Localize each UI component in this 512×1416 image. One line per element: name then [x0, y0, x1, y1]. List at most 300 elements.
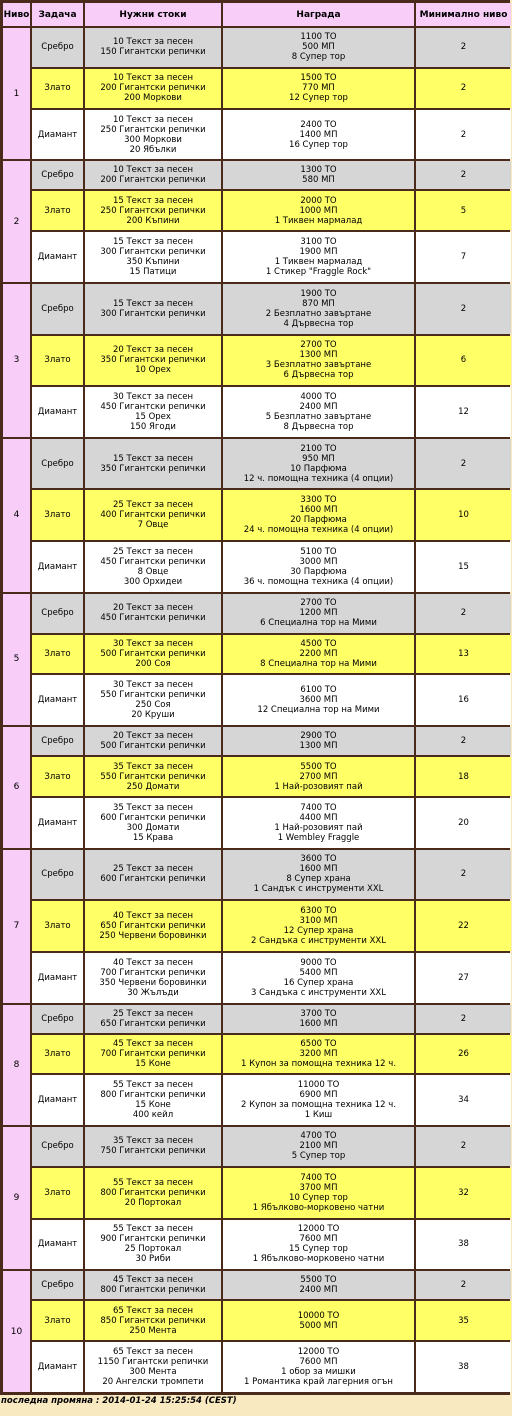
reward-cell-line: 10 Парфюма — [290, 463, 347, 474]
task-cell: Сребро — [32, 1127, 83, 1166]
reward-cell-line: 1300 ТО — [300, 165, 337, 176]
table-row — [3, 798, 511, 848]
min-level-cell: 2 — [416, 161, 511, 189]
table-row — [3, 901, 511, 951]
goods-cell — [85, 1271, 221, 1299]
table-row — [3, 675, 511, 725]
goods-cell-line: 200 Гигантски репички — [100, 175, 206, 186]
goods-cell-line: 400 кейл — [132, 1110, 174, 1121]
task-cell: Диамант — [32, 542, 83, 592]
table-row — [3, 594, 511, 633]
level-cell: 3 — [3, 284, 30, 437]
reward-cell — [223, 1127, 414, 1166]
last-modified-footer: последна промяна : 2014-01-24 15:25:54 (CEST) — [1, 1396, 237, 1406]
reward-cell-line: 3300 ТО — [300, 495, 337, 506]
level-cell: 1 — [3, 28, 30, 159]
table-row — [3, 635, 511, 674]
reward-cell-line: 1 Романтика край лагерния огън — [244, 1377, 393, 1388]
reward-cell-line: 1200 МП — [299, 608, 338, 619]
reward-cell-line: 2400 ТО — [300, 119, 337, 130]
goods-cell-line: 15 Текст за песен — [112, 237, 194, 248]
goods-cell-line: 65 Текст за песен — [112, 1347, 194, 1358]
reward-cell-line: 8 Супер храна — [286, 874, 351, 885]
min-level-cell: 2 — [416, 594, 511, 633]
reward-cell-line: 870 МП — [302, 298, 335, 309]
goods-cell-line: 250 Домати — [126, 781, 180, 792]
min-level-cell: 2 — [416, 1005, 511, 1033]
reward-cell — [223, 284, 414, 334]
table-row — [3, 232, 511, 282]
min-level-cell: 38 — [416, 1220, 511, 1270]
goods-cell-line: 450 Гигантски репички — [100, 401, 206, 412]
goods-cell-line: 40 Текст за песен — [112, 911, 194, 922]
reward-cell-line: 1 обор за мишки — [281, 1367, 356, 1378]
goods-cell — [85, 1075, 221, 1125]
goods-cell-line: 20 Текст за песен — [112, 603, 194, 614]
min-level-cell: 2 — [416, 439, 511, 489]
reward-cell-line: 3000 МП — [299, 556, 338, 567]
goods-cell-line: 300 Гигантски репички — [100, 247, 206, 258]
reward-cell-line: 5500 ТО — [300, 761, 337, 772]
min-level-cell: 2 — [416, 1127, 511, 1166]
reward-cell — [223, 232, 414, 282]
reward-cell-line: 1400 МП — [299, 129, 338, 140]
goods-cell — [85, 110, 221, 160]
table-row — [3, 161, 511, 189]
reward-cell-line: 2400 МП — [299, 401, 338, 412]
min-level-cell: 6 — [416, 336, 511, 386]
reward-cell-line: 12000 ТО — [297, 1347, 340, 1358]
reward-cell-line: 12 Супер храна — [283, 926, 354, 937]
table-row — [3, 1342, 511, 1392]
task-cell: Диамант — [32, 1342, 83, 1392]
min-level-cell: 7 — [416, 232, 511, 282]
goods-cell — [85, 953, 221, 1003]
min-level-cell: 2 — [416, 284, 511, 334]
goods-cell-line: 350 Червени боровинки — [99, 977, 207, 988]
task-cell: Сребро — [32, 1271, 83, 1299]
goods-cell-line: 65 Текст за песен — [112, 1305, 194, 1316]
reward-cell — [223, 1220, 414, 1270]
reward-cell — [223, 161, 414, 189]
reward-cell-line: 1 Най-розовият пай — [274, 781, 363, 792]
reward-cell-line: 5000 МП — [299, 1320, 338, 1331]
goods-cell-line: 450 Гигантски репички — [100, 613, 206, 624]
goods-cell-line: 25 Портокал — [124, 1244, 182, 1255]
min-level-cell: 15 — [416, 542, 511, 592]
table-row — [3, 1301, 511, 1340]
table-row — [3, 850, 511, 900]
goods-cell-line: 55 Текст за песен — [112, 1224, 194, 1235]
goods-cell — [85, 28, 221, 67]
goods-cell-line: 350 Гигантски репички — [100, 355, 206, 366]
reward-cell-line: 5400 МП — [299, 967, 338, 978]
reward-cell-line: 2 Купон за помощна техника 12 ч. — [240, 1100, 397, 1111]
task-cell: Диамант — [32, 110, 83, 160]
reward-cell-line: 3700 МП — [299, 1182, 338, 1193]
table-row — [3, 191, 511, 230]
task-cell: Диамант — [32, 798, 83, 848]
goods-cell-line: 700 Гигантски репички — [100, 967, 206, 978]
reward-cell-line: 5100 ТО — [300, 546, 337, 557]
goods-cell-line: 55 Текст за песен — [112, 1080, 194, 1091]
task-cell: Злато — [32, 1301, 83, 1340]
table-row — [3, 284, 511, 334]
goods-cell-line: 30 Риби — [135, 1254, 171, 1265]
reward-cell — [223, 798, 414, 848]
task-cell: Сребро — [32, 439, 83, 489]
reward-cell-line: 2 Сандъка с инструменти XXL — [250, 936, 386, 947]
goods-cell-line: 400 Гигантски репички — [100, 510, 206, 521]
goods-cell — [85, 1127, 221, 1166]
goods-cell-line: 800 Гигантски репички — [100, 1187, 206, 1198]
table-row — [3, 110, 511, 160]
level-cell: 10 — [3, 1271, 30, 1392]
min-level-cell: 35 — [416, 1301, 511, 1340]
table-row — [3, 1005, 511, 1033]
goods-cell-line: 600 Гигантски репички — [100, 874, 206, 885]
reward-cell-line: 1000 МП — [299, 205, 338, 216]
goods-cell-line: 300 Гигантски репички — [100, 308, 206, 319]
goods-cell-line: 300 Моркови — [124, 134, 182, 145]
reward-cell-line: 1900 МП — [299, 247, 338, 258]
goods-cell-line: 900 Гигантски репички — [100, 1234, 206, 1245]
reward-cell-line: 2400 МП — [299, 1285, 338, 1296]
reward-cell-line: 1500 ТО — [300, 73, 337, 84]
goods-cell-line: 15 Коне — [135, 1059, 171, 1069]
reward-cell-line: 1600 МП — [299, 505, 338, 516]
goods-cell — [85, 284, 221, 334]
reward-cell-line: 5500 ТО — [300, 1275, 337, 1286]
reward-cell-line: 2700 ТО — [300, 340, 337, 351]
reward-cell-line: 16 Супер тор — [289, 139, 348, 150]
task-cell: Злато — [32, 757, 83, 796]
goods-cell-line: 30 Текст за песен — [112, 680, 194, 691]
reward-cell-line: 9000 ТО — [300, 957, 337, 968]
goods-cell-line: 10 Текст за песен — [112, 165, 194, 176]
table-row — [3, 1075, 511, 1125]
table-row — [3, 542, 511, 592]
reward-cell-line: 1900 ТО — [300, 288, 337, 299]
goods-cell-line: 15 Орех — [135, 411, 171, 422]
task-cell: Сребро — [32, 284, 83, 334]
reward-cell — [223, 594, 414, 633]
reward-cell-line: 3700 ТО — [300, 1008, 337, 1019]
reward-cell-line: 7600 МП — [299, 1234, 338, 1245]
goods-cell-line: 15 Текст за песен — [112, 453, 194, 464]
reward-cell-line: 4700 ТО — [300, 1131, 337, 1142]
reward-cell — [223, 28, 414, 67]
reward-cell-line: 2700 ТО — [300, 598, 337, 609]
goods-cell-line: 15 Патици — [129, 267, 177, 278]
goods-cell-line: 20 Портокал — [124, 1197, 182, 1208]
reward-cell-line: 950 МП — [302, 453, 335, 464]
reward-cell-line: 1 Сандък с инструменти XXL — [253, 884, 384, 895]
task-cell: Диамант — [32, 675, 83, 725]
table-row — [3, 953, 511, 1003]
goods-cell-line: 25 Текст за песен — [112, 1008, 194, 1019]
goods-cell — [85, 727, 221, 755]
reward-cell-line: 1600 МП — [299, 864, 338, 875]
reward-cell-line: 20 Парфюма — [290, 515, 347, 526]
goods-cell — [85, 757, 221, 796]
reward-cell — [223, 757, 414, 796]
goods-cell-line: 25 Текст за песен — [112, 546, 194, 557]
header-required-goods: Нужни стоки — [85, 3, 221, 26]
goods-cell-line: 20 Круши — [131, 710, 175, 721]
goods-cell-line: 30 Жълъди — [127, 987, 179, 998]
goods-cell-line: 10 Текст за песен — [112, 114, 194, 125]
goods-cell-line: 10 Текст за песен — [112, 73, 194, 84]
goods-cell — [85, 1035, 221, 1074]
goods-cell-line: 10 Орех — [135, 365, 171, 376]
goods-cell — [85, 69, 221, 108]
reward-cell-line: 2900 ТО — [300, 731, 337, 742]
min-level-cell: 38 — [416, 1342, 511, 1392]
reward-cell-line: 2000 ТО — [300, 195, 337, 206]
min-level-cell: 32 — [416, 1168, 511, 1218]
reward-cell — [223, 850, 414, 900]
goods-cell — [85, 594, 221, 633]
header-task: Задача — [32, 3, 83, 26]
reward-cell — [223, 336, 414, 386]
reward-cell — [223, 542, 414, 592]
reward-cell-line: 1 Киш — [304, 1110, 333, 1121]
reward-cell-line: 6100 ТО — [300, 685, 337, 696]
header-level: Ниво — [3, 3, 30, 26]
reward-cell-line: 3100 ТО — [300, 237, 337, 248]
reward-cell — [223, 901, 414, 951]
reward-cell-line: 8 Специална тор на Мими — [260, 658, 377, 669]
level-cell: 5 — [3, 594, 30, 725]
reward-cell-line: 6 Специална тор на Мими — [260, 618, 377, 629]
min-level-cell: 2 — [416, 727, 511, 755]
goods-cell-line: 700 Гигантски репички — [100, 1049, 206, 1059]
goods-cell-line: 550 Гигантски репички — [100, 771, 206, 782]
task-cell: Сребро — [32, 28, 83, 67]
goods-cell-line: 45 Текст за песен — [112, 1039, 194, 1049]
reward-cell-line: 2 Безплатно завъртане — [265, 308, 372, 319]
min-level-cell: 5 — [416, 191, 511, 230]
goods-cell — [85, 490, 221, 540]
goods-cell-line: 350 Гигантски репички — [100, 463, 206, 474]
reward-cell-line: 6 Дървесна тор — [283, 370, 354, 381]
reward-cell-line: 36 ч. помощна техника (4 опции) — [243, 576, 394, 587]
goods-cell — [85, 798, 221, 848]
reward-cell-line: 1300 МП — [299, 741, 338, 752]
goods-cell — [85, 387, 221, 437]
reward-cell — [223, 490, 414, 540]
reward-cell-line: 1 Ябълково-морковено чатни — [252, 1254, 385, 1265]
level-cell: 2 — [3, 161, 30, 282]
reward-cell — [223, 1271, 414, 1299]
goods-cell — [85, 1301, 221, 1340]
min-level-cell: 26 — [416, 1035, 511, 1074]
goods-cell — [85, 675, 221, 725]
goods-cell-line: 300 Мента — [129, 1367, 177, 1378]
reward-cell-line: 4 Дървесна тор — [283, 318, 354, 329]
reward-cell-line: 3600 МП — [299, 695, 338, 706]
goods-cell — [85, 191, 221, 230]
goods-cell-line: 600 Гигантски репички — [100, 812, 206, 823]
task-cell: Сребро — [32, 727, 83, 755]
goods-cell-line: 10 Текст за песен — [112, 37, 194, 48]
reward-cell-line: 1 Wembley Fraggle — [277, 832, 360, 843]
table-body — [3, 28, 511, 1392]
reward-cell-line: 3 Сандъка с инструменти XXL — [250, 987, 386, 998]
level-cell: 4 — [3, 439, 30, 592]
goods-cell-line: 350 Къпини — [126, 257, 180, 268]
goods-cell-line: 500 Гигантски репички — [100, 741, 206, 752]
min-level-cell: 13 — [416, 635, 511, 674]
goods-cell — [85, 1005, 221, 1033]
level-cell: 8 — [3, 1005, 30, 1126]
reward-cell — [223, 387, 414, 437]
reward-cell-line: 7600 МП — [299, 1357, 338, 1368]
min-level-cell: 22 — [416, 901, 511, 951]
reward-cell-line: 1100 ТО — [300, 32, 337, 43]
task-cell: Диамант — [32, 232, 83, 282]
goods-cell-line: 40 Текст за песен — [112, 957, 194, 968]
reward-cell-line: 1 Най-розовият пай — [274, 822, 363, 833]
reward-cell-line: 1 Ябълково-морковено чатни — [252, 1202, 385, 1213]
goods-cell-line: 35 Текст за песен — [112, 761, 194, 772]
reward-cell-line: 16 Супер храна — [283, 977, 354, 988]
reward-cell-line: 6500 ТО — [300, 1039, 337, 1049]
table-row — [3, 69, 511, 108]
min-level-cell: 18 — [416, 757, 511, 796]
goods-cell-line: 250 Червени боровинки — [99, 931, 207, 942]
goods-cell — [85, 1342, 221, 1392]
min-level-cell: 12 — [416, 387, 511, 437]
task-cell: Диамант — [32, 387, 83, 437]
task-cell: Злато — [32, 69, 83, 108]
task-cell: Злато — [32, 1035, 83, 1074]
rewards-table — [1, 1, 512, 1394]
header-reward: Награда — [223, 3, 414, 26]
goods-cell-line: 20 Текст за песен — [112, 345, 194, 356]
min-level-cell: 2 — [416, 1271, 511, 1299]
goods-cell-line: 250 Соя — [135, 700, 171, 711]
min-level-cell: 16 — [416, 675, 511, 725]
goods-cell-line: 200 Моркови — [124, 93, 182, 104]
reward-cell-line: 30 Парфюма — [290, 566, 347, 577]
min-level-cell: 10 — [416, 490, 511, 540]
header-min-level: Минимално ниво — [416, 3, 511, 26]
goods-cell-line: 30 Текст за песен — [112, 638, 194, 649]
reward-cell — [223, 1075, 414, 1125]
goods-cell-line: 800 Гигантски репички — [100, 1285, 206, 1296]
reward-cell — [223, 1342, 414, 1392]
goods-cell-line: 550 Гигантски репички — [100, 690, 206, 701]
goods-cell — [85, 1220, 221, 1270]
reward-cell-line: 580 МП — [302, 175, 335, 186]
goods-cell-line: 800 Гигантски репички — [100, 1090, 206, 1101]
header-row — [3, 3, 511, 26]
reward-cell-line: 10000 ТО — [297, 1310, 340, 1321]
reward-cell-line: 6300 ТО — [300, 906, 337, 917]
reward-cell-line: 2100 МП — [299, 1141, 338, 1152]
table-row — [3, 490, 511, 540]
reward-cell-line: 4400 МП — [299, 812, 338, 823]
reward-cell-line: 3100 МП — [299, 916, 338, 927]
goods-cell-line: 200 Гигантски репички — [100, 83, 206, 94]
task-cell: Диамант — [32, 1075, 83, 1125]
reward-cell-line: 12 Специална тор на Мими — [257, 705, 380, 716]
min-level-cell: 2 — [416, 110, 511, 160]
reward-cell-line: 5 Супер тор — [291, 1151, 346, 1162]
goods-cell-line: 150 Гигантски репички — [100, 47, 206, 58]
goods-cell-line: 250 Гигантски репички — [100, 124, 206, 135]
reward-cell-line: 4000 ТО — [300, 391, 337, 402]
goods-cell-line: 15 Текст за песен — [112, 298, 194, 309]
reward-cell-line: 11000 ТО — [297, 1080, 340, 1091]
task-cell: Злато — [32, 490, 83, 540]
goods-cell-line: 35 Текст за песен — [112, 1136, 194, 1147]
task-cell: Диамант — [32, 953, 83, 1003]
table-row — [3, 1127, 511, 1166]
reward-cell — [223, 439, 414, 489]
reward-cell-line: 12 ч. помощна техника (4 опции) — [243, 473, 394, 484]
goods-cell-line: 850 Гигантски репички — [100, 1315, 206, 1326]
reward-cell-line: 2100 ТО — [300, 443, 337, 454]
goods-cell-line: 20 Ангелски тромпети — [102, 1377, 204, 1388]
reward-cell-line: 24 ч. помощна техника (4 опции) — [243, 525, 394, 536]
table-row — [3, 1035, 511, 1074]
reward-cell-line: 3 Безплатно завъртане — [265, 360, 372, 371]
task-cell: Диамант — [32, 1220, 83, 1270]
goods-cell-line: 450 Гигантски репички — [100, 556, 206, 567]
reward-cell — [223, 1005, 414, 1033]
table-row — [3, 727, 511, 755]
reward-cell-line: 12 Супер тор — [289, 93, 348, 104]
reward-cell-line: 5 Безплатно завъртане — [265, 411, 372, 422]
task-cell: Сребро — [32, 850, 83, 900]
goods-cell-line: 35 Текст за песен — [112, 802, 194, 813]
min-level-cell: 2 — [416, 28, 511, 67]
goods-cell-line: 25 Текст за песен — [112, 500, 194, 511]
table-row — [3, 1271, 511, 1299]
reward-cell-line: 7400 ТО — [300, 802, 337, 813]
table-row — [3, 387, 511, 437]
reward-cell-line: 10 Супер тор — [289, 1192, 348, 1203]
reward-cell-line: 1 Купон за помощна техника 12 ч. — [240, 1059, 397, 1069]
goods-cell-line: 650 Гигантски репички — [100, 1018, 206, 1029]
reward-cell-line: 500 МП — [302, 42, 335, 53]
reward-cell-line: 3600 ТО — [300, 854, 337, 865]
goods-cell-line: 300 Домати — [126, 822, 180, 833]
task-cell: Злато — [32, 336, 83, 386]
table-row — [3, 757, 511, 796]
goods-cell-line: 200 Соя — [135, 658, 171, 669]
goods-cell-line: 300 Орхидеи — [123, 576, 183, 587]
goods-cell-line: 750 Гигантски репички — [100, 1146, 206, 1157]
task-cell: Злато — [32, 191, 83, 230]
goods-cell — [85, 635, 221, 674]
reward-cell-line: 4500 ТО — [300, 638, 337, 649]
table-row — [3, 1168, 511, 1218]
min-level-cell: 34 — [416, 1075, 511, 1125]
reward-cell — [223, 191, 414, 230]
goods-cell-line: 20 Ябълки — [129, 144, 177, 155]
goods-cell — [85, 542, 221, 592]
reward-cell — [223, 69, 414, 108]
reward-cell — [223, 1035, 414, 1074]
reward-cell-line: 2200 МП — [299, 648, 338, 659]
reward-cell-line: 8 Супер тор — [291, 52, 346, 63]
reward-cell — [223, 1301, 414, 1340]
table-row — [3, 439, 511, 489]
